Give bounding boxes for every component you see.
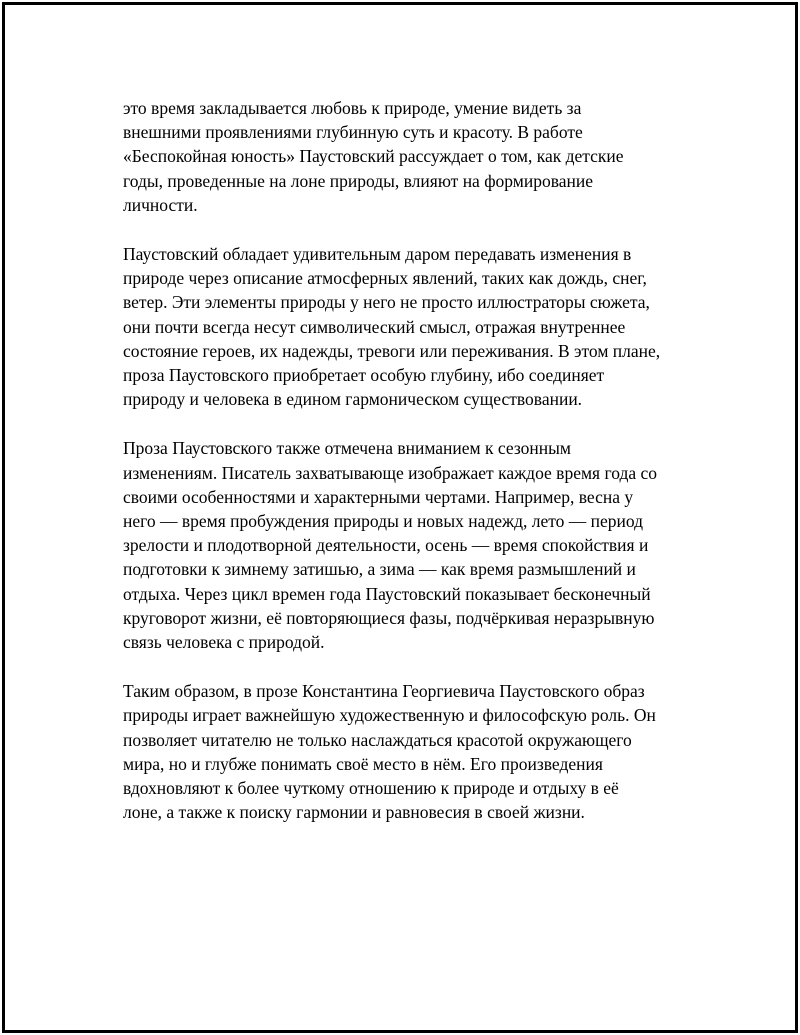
paragraph: Таким образом, в прозе Константина Георгиевича Паустовского образ природы играет важнейшую художественную и философскую роль. Он позволяет читателю не только наслаждаться красотой окружающего мира, но и глубже понимать своё место в нём. Его произведения вдохновляют к более чуткому отношению к природе и отдыху в её лоне, а также к поиску гармонии и равновесия в своей жизни. bbox=[123, 681, 656, 823]
paragraph: Проза Паустовского также отмечена вниманием к сезонным изменениям. Писатель захватывающе изображает каждое время года со своими особенностями и характерными чертами. Например, весна у него — время пробуждения природы и новых надежд, лето — период зрелости и плодотворной деятельности, осень — время спокойствия и подготовки к зимнему затишью, а зима — как время размышлений и отдыха. Через цикл времен года Паустовский показывает бесконечный круговорот жизни, её повторяющиеся фазы, подчёркивая неразрывную связь человека с природой. bbox=[123, 438, 658, 653]
paragraph: это время закладывается любовь к природе, умение видеть за внешними проявлениями глубинную суть и красоту. В работе «Беспокойная юность» Паустовский рассуждает о том, как детские годы, проведенные на лоне природы, влияют на формирование личности. bbox=[123, 98, 624, 215]
page-frame bbox=[2, 2, 798, 1033]
paragraph: Паустовский обладает удивительным даром передавать изменения в природе через описание атмосферных явлений, таких как дождь, снег, ветер. Эти элементы природы у него не просто иллюстраторы сюжета, они почти всегда несут символический смысл, отражая внутреннее состояние героев, их надежды, тревоги или переживания. В этом плане, проза Паустовского приобретает особую глубину, ибо соединяет природу и человека в едином гармоническом существовании. bbox=[123, 244, 661, 410]
document-body bbox=[123, 96, 698, 849]
